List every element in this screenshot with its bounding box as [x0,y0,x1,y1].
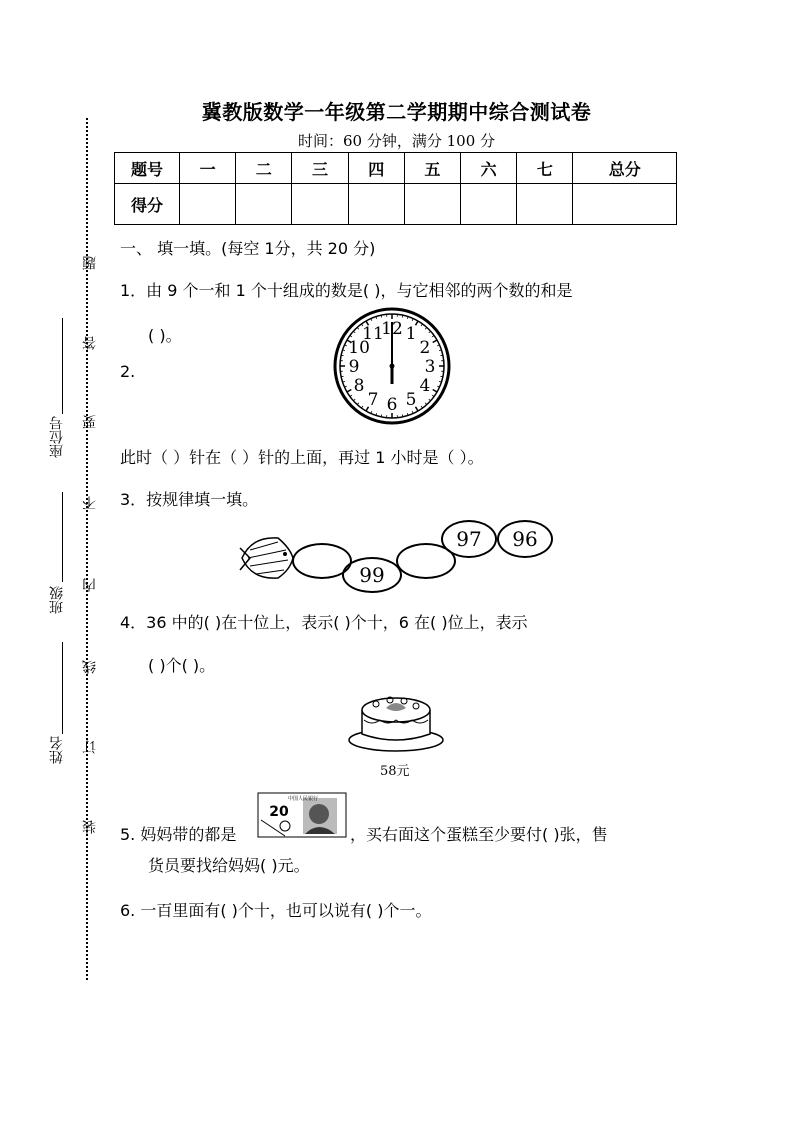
page-title: 冀教版数学一年级第二学期期中综合测试卷 [201,100,592,124]
clock-number: 2 [419,338,431,358]
name-line [62,642,63,734]
clock-number: 11 [362,324,384,345]
binding-char-bu: 不 [82,496,98,510]
clock-number: 4 [419,376,431,396]
banknote-text: 中国人民银行 [287,796,319,802]
clock-tick [440,355,442,356]
score-cell[interactable] [461,184,517,225]
binding-char-nei: 内 [82,578,98,592]
clock-tick [402,414,403,416]
score-cell[interactable] [292,184,348,225]
clock-tick [402,315,403,317]
seat-label: 座位号 [49,416,65,458]
banknote-image [257,792,347,838]
question-2-number: 2. [120,362,136,381]
score-table [114,152,677,225]
question-6-text: 6. 一百里面有( )个十，也可以说有( )个一。 [120,901,432,920]
sequence-oval-97: 97 [441,520,497,558]
header-cell: 五 [404,153,460,184]
score-cell[interactable] [348,184,404,225]
clock-number: 12 [381,319,403,339]
cake-price: 58元 [380,764,410,779]
header-cell: 六 [461,153,517,184]
score-cell[interactable] [180,184,236,225]
question-5-line1-start: 5. 妈妈带的都是 [120,825,237,844]
fish-icon [238,528,296,586]
clock-number: 8 [353,376,365,396]
score-cell[interactable] [573,184,677,225]
clock-number: 3 [424,357,436,377]
clock-number: 7 [367,389,379,410]
binding-char-ding: 订 [82,740,98,754]
header-cell: 七 [517,153,573,184]
binding-char-yao: 要 [82,415,98,429]
question-3-text: 3．按规律填一填。 [120,490,259,509]
clock-number: 9 [348,357,360,377]
score-cell[interactable] [404,184,460,225]
clock-tick [341,376,343,377]
question-5-line2: 货员要找给妈妈( )元。 [148,856,310,875]
row-label: 得分 [115,184,180,225]
sequence-oval-99: 99 [342,557,402,593]
clock-number: 10 [348,338,370,358]
clock-tick [381,315,382,317]
clock-tick [341,355,343,356]
cake-image [346,684,446,756]
question-1-line2: ( )。 [148,326,182,345]
clock-number: 5 [405,389,417,410]
clock-tick [381,414,382,416]
binding-char-zhuang: 装 [82,820,98,834]
banknote-value: 20 [269,804,289,820]
question-4-line1: 4．36 中的( )在十位上，表示( )个十，6 在( )位上，表示 [120,613,528,632]
header-cell: 四 [348,153,404,184]
clock-image [332,306,452,426]
clock-number: 1 [405,324,417,345]
header-cell: 二 [236,153,292,184]
question-5-line1-end: ，买右面这个蛋糕至少要付( )张，售 [350,825,608,844]
binding-dotted-line [86,118,88,980]
seat-line [62,318,63,414]
name-label: 姓名 [49,736,65,764]
score-cell[interactable] [236,184,292,225]
header-cell: 题号 [115,153,180,184]
header-cell: 三 [292,153,348,184]
header-cell: 一 [180,153,236,184]
class-line [62,492,63,582]
binding-char-ti: 题 [82,256,98,270]
question-1-line1: 1．由 9 个一和 1 个十组成的数是( )，与它相邻的两个数的和是 [120,281,573,300]
question-2-text: 此时（ ）针在（ ）针的上面，再过 1 小时是（ ）。 [120,448,484,467]
class-label: 班级 [49,586,65,614]
binding-char-xian: 线 [82,660,98,674]
clock-tick [440,376,442,377]
clock-center [390,364,395,369]
page-subtitle: 时间：60 分钟，满分 100 分 [297,132,496,150]
header-cell: 总分 [573,153,677,184]
sequence-oval-96: 96 [497,520,553,558]
section-heading: 一、 填一填。(每空 1分，共 20 分) [120,239,376,258]
score-cell[interactable] [517,184,573,225]
clock-number: 6 [386,395,398,415]
question-4-line2: ( )个( )。 [148,656,216,675]
binding-char-da: 答 [82,336,98,350]
